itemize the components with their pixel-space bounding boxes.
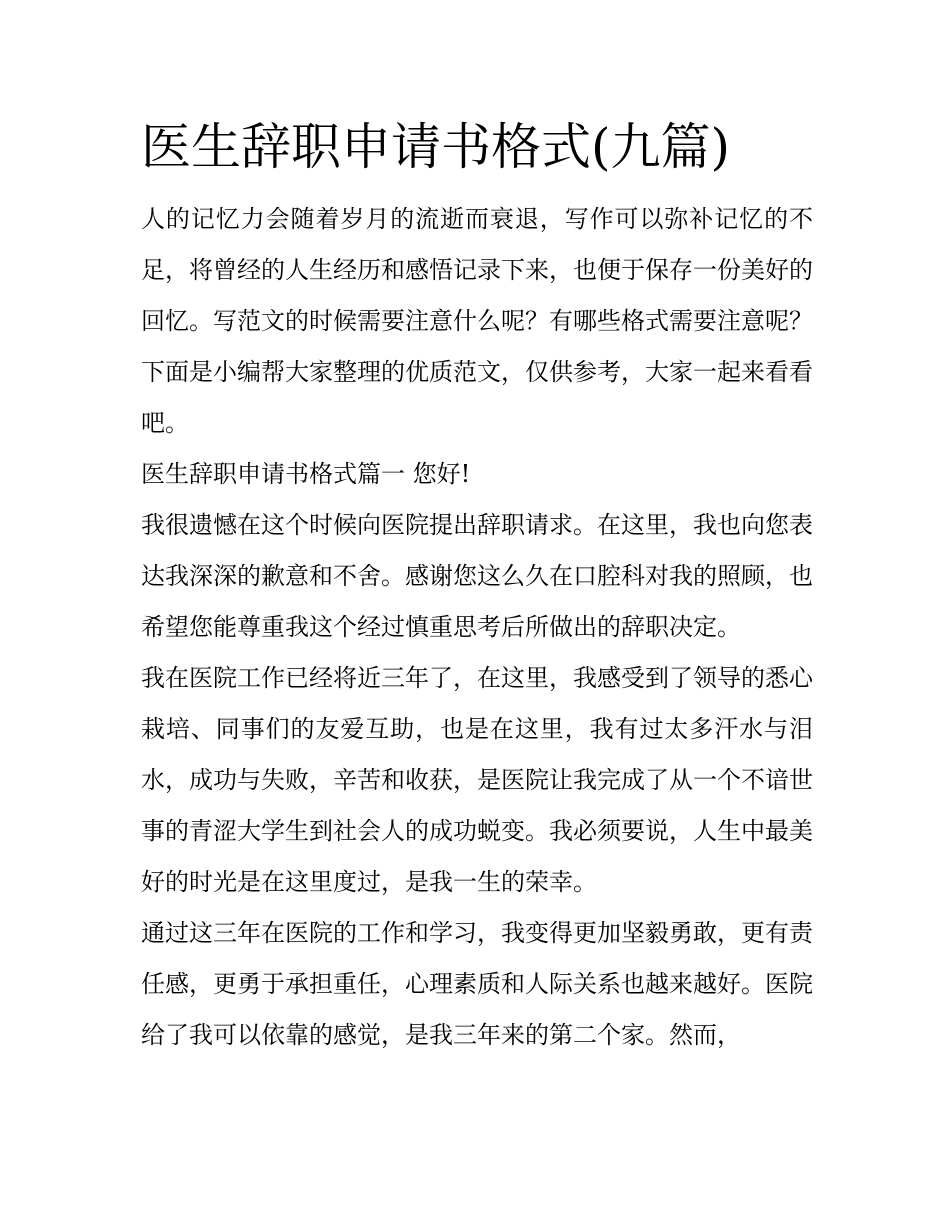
document-page (141, 112, 813, 1061)
body-paragraph: 我很遗憾在这个时候向医院提出辞职请求。在这里，我也向您表达我深深的歉意和不舍。感谢您这么久在口腔科对我的照顾，也希望您能尊重我这个经过慎重思考后所做出的辞职决定。 (141, 511, 813, 641)
document-title: 医生辞职申请书格式(九篇) (141, 118, 731, 176)
intro-paragraph: 人的记忆力会随着岁月的流逝而衰退，写作可以弥补记忆的不足，将曾经的人生经历和感悟记录下来，也便于保存一份美好的回忆。写范文的时候需要注意什么呢？有哪些格式需要注意呢？下面是小编帮大家整理的优质范文，仅供参考，大家一起来看看吧。 (141, 205, 813, 437)
body-paragraph: 我在医院工作已经将近三年了，在这里，我感受到了领导的悉心栽培、同事们的友爱互助，也是在这里，我有过太多汗水与泪水，成功与失败，辛苦和收获，是医院让我完成了从一个不谙世事的青涩大学生到社会人的成功蜕变。我必须要说，人生中最美好的时光是在这里度过，是我一生的荣幸。 (141, 664, 813, 896)
section-heading-paragraph: 医生辞职申请书格式篇一 您好! (141, 460, 471, 488)
body-paragraph: 通过这三年在医院的工作和学习，我变得更加坚毅勇敢，更有责任感，更勇于承担重任，心理素质和人际关系也越来越好。医院给了我可以依靠的感觉，是我三年来的第二个家。然而， (141, 919, 813, 1049)
